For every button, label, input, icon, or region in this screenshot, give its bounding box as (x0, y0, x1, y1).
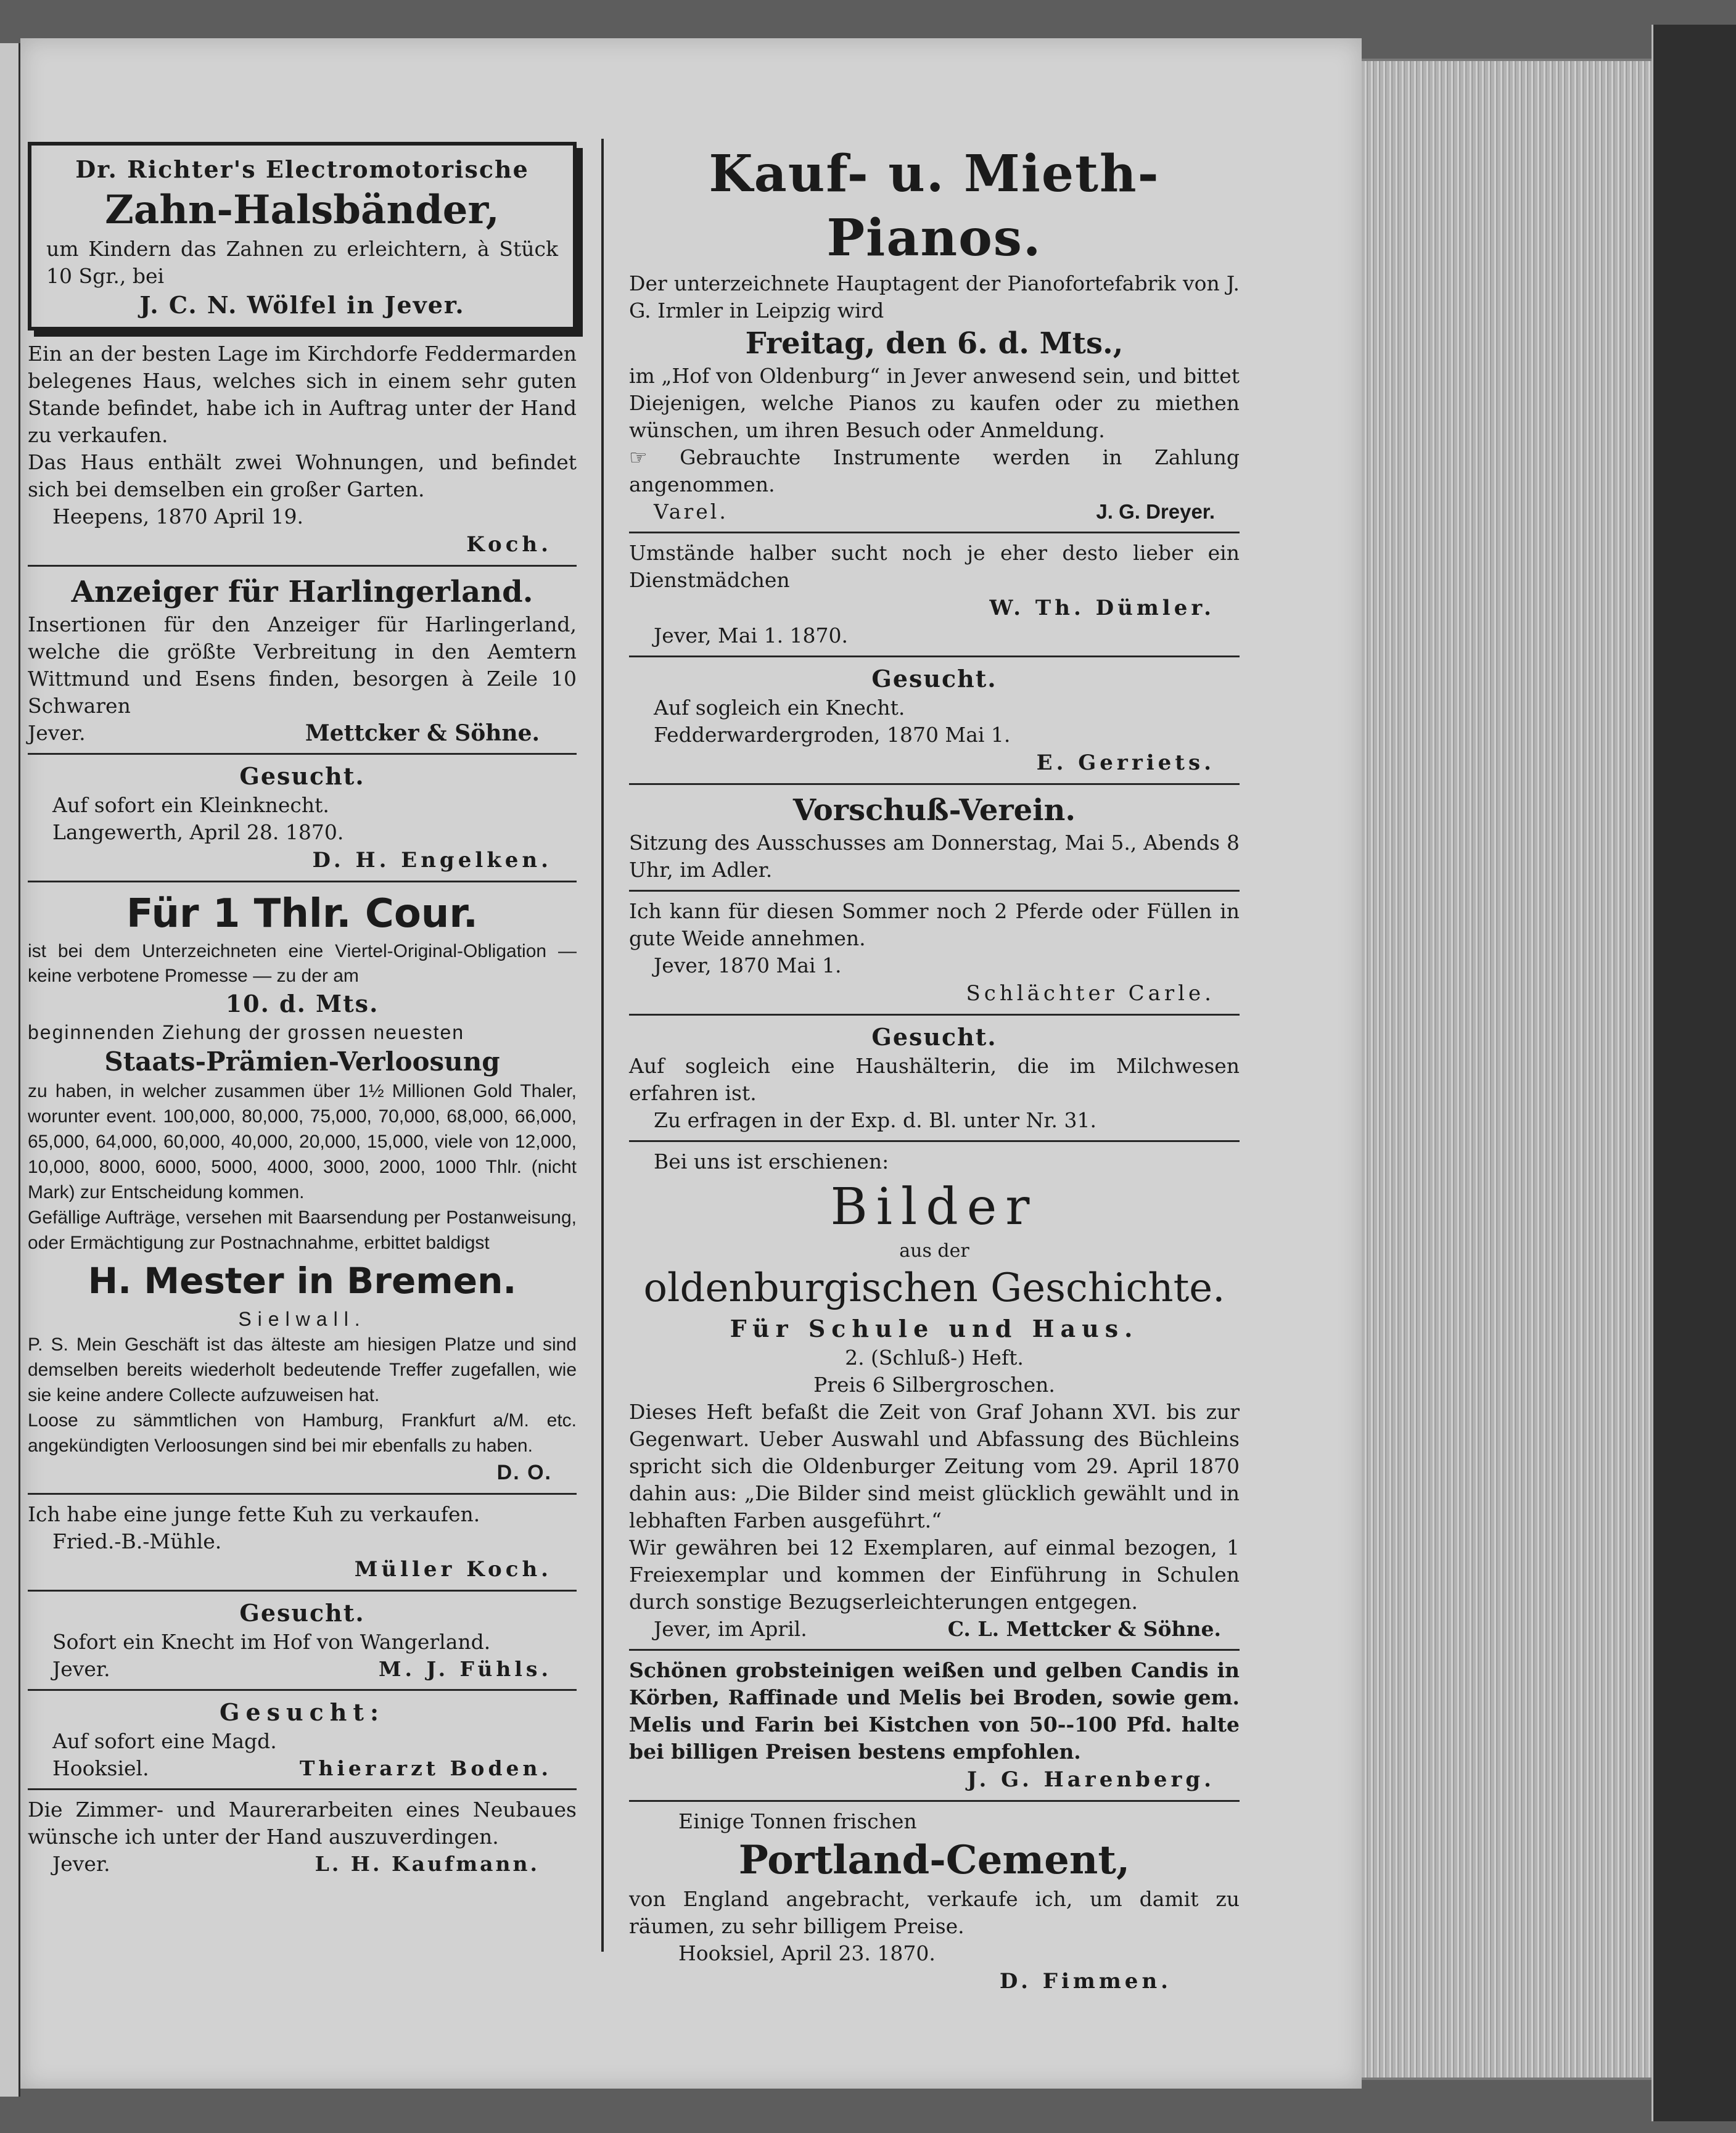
rule (28, 1590, 577, 1592)
lotterie-date: 10. d. Mts. (225, 990, 379, 1017)
kuh-body: Ich habe eine junge fette Kuh zu verkaufen. (28, 1502, 480, 1526)
book-page-edges (1362, 59, 1655, 2080)
pferde-signature: Schlächter Carle. (966, 981, 1215, 1006)
knecht-footer (28, 1656, 577, 1683)
ad-lotterie (28, 889, 577, 1487)
haus-body-1: Ein an der besten Lage im Kirchdorfe Feddermarden belegenes Haus, welches sich in einem sehr guten Stande befindet, habe ich in Auftrag unter der Hand zu verkaufen. (28, 342, 577, 447)
rule (28, 1788, 577, 1790)
lotterie-body-2: beginnenden Ziehung der grossen neuesten (28, 1021, 465, 1043)
haus-signature: Koch. (466, 532, 552, 557)
knecht-signature: M. J. Fühls. (379, 1657, 552, 1681)
ad-dienstmaedchen (629, 540, 1240, 649)
pferde-body: Ich kann für diesen Sommer noch 2 Pferde oder Füllen in gute Weide annehmen. (629, 899, 1240, 950)
rule (629, 1014, 1240, 1016)
ad-candis (629, 1657, 1240, 1794)
magd-signature: Thierarzt Boden. (299, 1756, 552, 1780)
pferde-place: Jever, 1870 Mai 1. (654, 953, 842, 977)
knecht-f-body: Auf sogleich ein Knecht. (654, 696, 905, 720)
rule (629, 1800, 1240, 1802)
richter-seller: J. C. N. Wölfel in Jever. (139, 291, 465, 319)
lotterie-subhead: Staats-Prämien-Verloosung (104, 1046, 500, 1077)
knecht-place: Jever. (52, 1657, 110, 1681)
kuh-place: Fried.-B.-Mühle. (52, 1529, 222, 1553)
rule (629, 532, 1240, 533)
pianos-headline: Kauf- u. Mieth-Pianos. (709, 144, 1160, 268)
kleinknecht-signature: D. H. Engelken. (312, 848, 552, 873)
cement-body: von England angebracht, verkaufe ich, um damit zu räumen, zu sehr billigem Preise. (629, 1887, 1240, 1938)
right-column (629, 142, 1240, 1995)
pianos-body-1: Der unterzeichnete Hauptagent der Pianofortefabrik von J. G. Irmler in Leipzig wird (629, 271, 1240, 323)
bilder-aus-der: aus der (899, 1240, 969, 1262)
cement-intro: Einige Tonnen frischen (678, 1809, 917, 1833)
pianos-body-3-text: Gebrauchte Instrumente werden in Zahlung angenommen. (629, 445, 1240, 496)
lotterie-ps: P. S. Mein Geschäft ist das älteste am hiesigen Platze und sind demselben bereits wiederholt bedeutende Treffer zugefallen, wie sie keine andere Collecte aufzuweisen hat. (28, 1334, 577, 1405)
ad-magd (28, 1697, 577, 1782)
dienstmaedchen-place: Jever, Mai 1. 1870. (654, 623, 849, 647)
ad-haus (28, 340, 577, 559)
zimmer-body: Die Zimmer- und Maurerarbeiten eines Neubaues wünsche ich unter der Hand auszuverdingen. (28, 1798, 577, 1849)
lotterie-initials: D. O. (496, 1461, 552, 1484)
ad-vorschuss-verein (629, 791, 1240, 884)
bilder-footer (629, 1616, 1240, 1643)
rule (629, 656, 1240, 657)
pianos-place: Varel. (654, 499, 728, 524)
candis-signature: J. G. Harenberg. (967, 1767, 1215, 1792)
ad-pferde (629, 898, 1240, 1008)
rule (28, 753, 577, 755)
verein-headline: Vorschuß-Verein. (792, 793, 1076, 828)
haushaelterin-headline: Gesucht. (871, 1023, 997, 1051)
bilder-headline-2: oldenburgischen Geschichte. (643, 1265, 1225, 1311)
magd-headline: Gesucht: (220, 1698, 385, 1726)
ad-anzeiger (28, 573, 577, 747)
kleinknecht-headline: Gesucht. (239, 762, 365, 790)
haus-place: Heepens, 1870 April 19. (52, 504, 303, 528)
rule (28, 1689, 577, 1691)
lotterie-loose: Loose zu sämmtlichen von Hamburg, Frankfurt a/M. etc. angekündigten Verloosungen sind bei mir ebenfalls zu haben. (28, 1410, 577, 1456)
zimmer-footer (28, 1851, 577, 1878)
magd-body: Auf sofort eine Magd. (52, 1729, 277, 1753)
left-column (28, 142, 577, 1878)
lotterie-body-1: ist bei dem Unterzeichneten eine Viertel-Original-Obligation — keine verbotene Promesse — zu der am (28, 941, 577, 986)
knecht-f-headline: Gesucht. (871, 665, 997, 693)
lotterie-body-4: Gefällige Aufträge, versehen mit Baarsendung per Postanweisung, oder Ermächtigung zur Postnachnahme, erbittet baldigst (28, 1207, 577, 1253)
pianos-date: Freitag, den 6. d. Mts., (745, 326, 1124, 361)
rule (629, 1140, 1240, 1142)
ad-cement (629, 1808, 1240, 1995)
richter-title: Dr. Richter's Electromotorische (75, 155, 529, 183)
haushaelterin-body: Auf sogleich eine Haushälterin, die im Milchwesen erfahren ist. (629, 1054, 1240, 1105)
ad-pianos (629, 142, 1240, 525)
ad-haushaelterin (629, 1022, 1240, 1134)
pianos-body-2: im „Hof von Oldenburg“ in Jever anwesend sein, und bittet Diejenigen, welche Pianos zu kaufen oder zu miethen wünschen, um ihren Besuch oder Anmeldung. (629, 364, 1240, 442)
lotterie-body-3: zu haben, in welcher zusammen über 1½ Millionen Gold Thaler, worunter event. 100,000, 80,000, 75,000, 70,000, 68,000, 66,000, 65,000, 64,000, 60,000, 40,000, 20,000, 15,000, viele von 12,000, 10,000, 8000, 6000, 5000, 4000, 3000, 2000, 1000 Thlr. (nicht Mark) zur Entscheidung kommen. (28, 1081, 577, 1202)
ad-bilder (629, 1148, 1240, 1643)
bilder-headline: Bilder (830, 1178, 1039, 1236)
knecht-f-signature: E. Gerriets. (1036, 750, 1215, 775)
richter-body: um Kindern das Zahnen zu erleichtern, à Stück 10 Sgr., bei (46, 237, 558, 288)
haushaelterin-note: Zu erfragen in der Exp. d. Bl. unter Nr. 31. (654, 1108, 1096, 1132)
zimmer-signature: L. H. Kaufmann. (315, 1852, 540, 1876)
cement-signature: D. Fimmen. (999, 1969, 1172, 1994)
ad-kuh (28, 1501, 577, 1584)
ad-kleinknecht (28, 761, 577, 874)
rule (28, 565, 577, 567)
kuh-signature: Müller Koch. (354, 1557, 552, 1582)
pianos-body-3 (629, 444, 1240, 498)
candis-body: Schönen grobsteinigen weißen und gelben Candis in Körben, Raffinade und Melis bei Broden, sowie gem. Melis und Farin bei Kistchen von 50--100 Pfd. halte bei billigen Preisen bestens empfohlen. (629, 1658, 1240, 1764)
bilder-body-1: Dieses Heft befaßt die Zeit von Graf Johann XVI. bis zur Gegenwart. Ueber Auswahl und Abfassung des Büchleins spricht sich die Oldenburger Zeitung vom 29. April 1870 dahin aus: „Die Bilder sind meist glücklich gewählt und in lebhaften Farben ausgeführt.“ (629, 1400, 1240, 1532)
zimmer-place: Jever. (52, 1852, 110, 1876)
magd-place: Hooksiel. (52, 1756, 149, 1780)
column-divider (601, 139, 604, 1952)
lotterie-firm: H. Mester in Bremen. (88, 1260, 517, 1302)
rule (629, 783, 1240, 785)
lotterie-headline: Für 1 Thlr. Cour. (126, 891, 479, 937)
cement-place: Hooksiel, April 23. 1870. (678, 1941, 936, 1965)
rule (28, 881, 577, 882)
anzeiger-footer (28, 720, 577, 747)
anzeiger-headline: Anzeiger für Harlingerland. (71, 575, 533, 609)
lotterie-street: Sielwall. (238, 1308, 366, 1330)
kleinknecht-place: Langewerth, April 28. 1870. (52, 820, 344, 844)
anzeiger-place: Jever. (28, 721, 86, 745)
kleinknecht-body: Auf sofort ein Kleinknecht. (52, 793, 329, 817)
pianos-signature: J. G. Dreyer. (1096, 500, 1215, 523)
magd-footer (28, 1755, 577, 1782)
verein-body: Sitzung des Ausschusses am Donnerstag, Mai 5., Abends 8 Uhr, im Adler. (629, 831, 1240, 882)
ad-richter (28, 142, 577, 331)
haus-body-2: Das Haus enthält zwei Wohnungen, und befindet sich bei demselben ein großer Garten. (28, 450, 577, 501)
rule (28, 1493, 577, 1495)
rule (629, 890, 1240, 892)
cement-headline: Portland-Cement, (738, 1837, 1130, 1883)
bilder-heft: 2. (Schluß-) Heft. (845, 1346, 1024, 1370)
dienstmaedchen-body: Umstände halber sucht noch je eher desto lieber ein Dienstmädchen (629, 541, 1240, 592)
ad-knecht-fedderwarden (629, 664, 1240, 777)
richter-headline: Zahn-Halsbänder, (105, 187, 500, 233)
anzeiger-signature: Mettcker & Söhne. (305, 720, 540, 746)
knecht-body: Sofort ein Knecht im Hof von Wangerland. (52, 1630, 491, 1654)
knecht-f-place: Fedderwardergroden, 1870 Mai 1. (654, 723, 1011, 747)
knecht-headline: Gesucht. (239, 1599, 365, 1627)
bilder-signature: C. L. Mettcker & Söhne. (947, 1617, 1221, 1641)
anzeiger-body: Insertionen für den Anzeiger für Harlingerland, welche die größte Verbreitung in den Aemtern Wittmund und Esens finden, besorgen à Zeile 10 Schwaren (28, 612, 577, 718)
ad-zimmer (28, 1796, 577, 1878)
bilder-place: Jever, im April. (654, 1617, 807, 1641)
previous-page-edge (0, 43, 20, 2097)
dienstmaedchen-signature: W. Th. Dümler. (989, 596, 1215, 620)
rule (629, 1649, 1240, 1651)
bilder-preis: Preis 6 Silbergroschen. (813, 1373, 1055, 1397)
book-cover (1652, 25, 1736, 2121)
bilder-intro: Bei uns ist erschienen: (654, 1149, 889, 1173)
pointing-hand-icon: ☞ (629, 445, 648, 469)
ad-knecht-wangerland (28, 1598, 577, 1683)
bilder-sub: Für Schule und Haus. (730, 1315, 1139, 1342)
bilder-body-2: Wir gewähren bei 12 Exemplaren, auf einmal bezogen, 1 Freiexemplar und kommen der Einführung in Schulen durch sonstige Bezugserleichterungen entgegen. (629, 1535, 1240, 1614)
pianos-footer (629, 498, 1240, 525)
